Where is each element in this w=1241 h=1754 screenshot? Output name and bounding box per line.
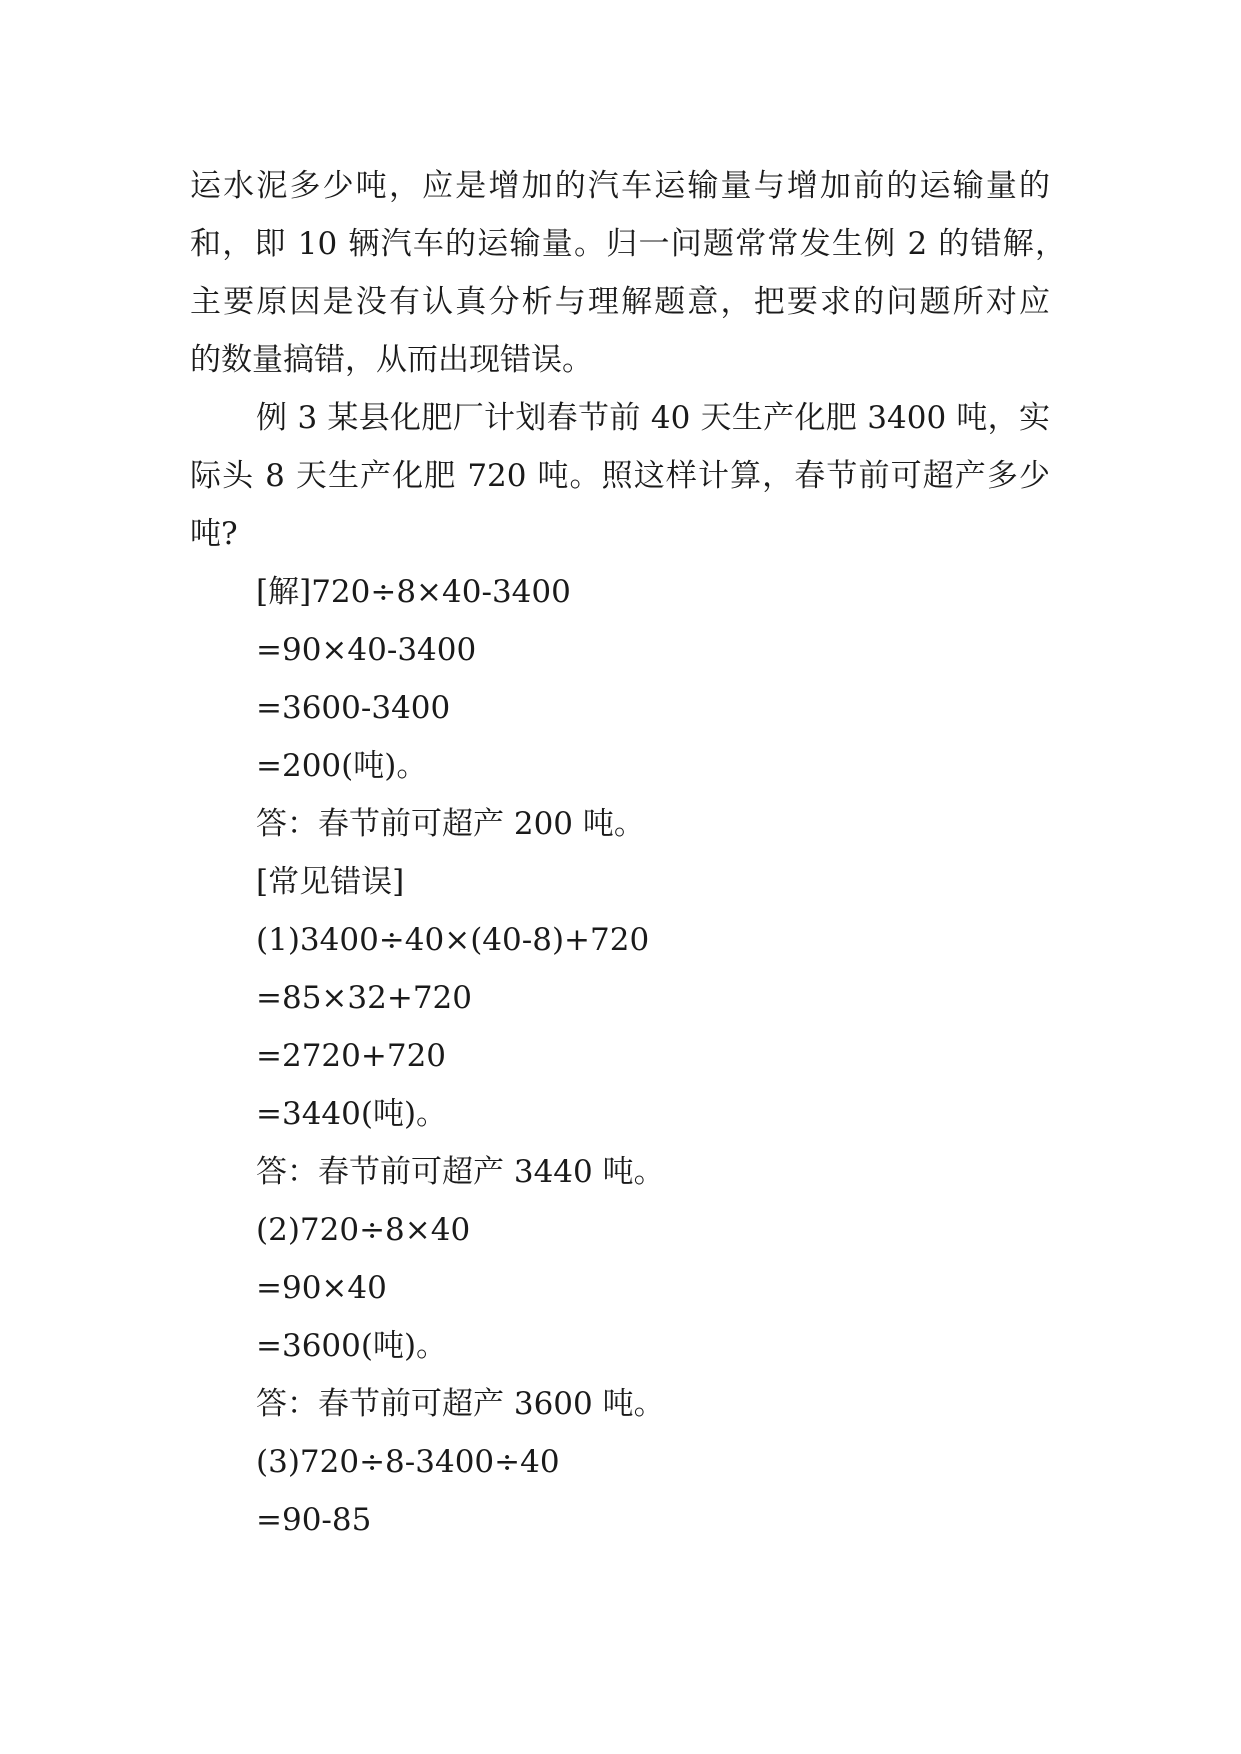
solution-line-2: =90×40-3400 — [256, 632, 477, 668]
error-3-line-2: =90-85 — [256, 1502, 372, 1538]
common-errors-heading: [常见错误] — [256, 864, 405, 900]
example-3-line-2: 际头 8 天生产化肥 720 吨。照这样计算，春节前可超产多少 — [190, 458, 1050, 494]
error-3-line-1: (3)720÷8-3400÷40 — [256, 1444, 560, 1480]
solution-line-3: =3600-3400 — [256, 690, 451, 726]
error-2-line-1: (2)720÷8×40 — [256, 1212, 471, 1248]
error-1-line-4: =3440(吨)。 — [256, 1096, 448, 1132]
error-2-line-3: =3600(吨)。 — [256, 1328, 448, 1364]
paragraph-line-4: 的数量搞错，从而出现错误。 — [190, 342, 593, 378]
paragraph-line-1: 运水泥多少吨，应是增加的汽车运输量与增加前的运输量的 — [190, 168, 1050, 204]
example-3-line-1: 例 3 某县化肥厂计划春节前 40 天生产化肥 3400 吨，实 — [256, 400, 1050, 436]
example-3-line-3: 吨? — [190, 516, 238, 552]
solution-answer: 答：春节前可超产 200 吨。 — [256, 806, 645, 842]
paragraph-line-3: 主要原因是没有认真分析与理解题意，把要求的问题所对应 — [190, 284, 1050, 320]
paragraph-line-2: 和，即 10 辆汽车的运输量。归一问题常常发生例 2 的错解， — [190, 226, 1066, 262]
solution-line-4: =200(吨)。 — [256, 748, 428, 784]
error-1-line-3: =2720+720 — [256, 1038, 447, 1074]
solution-line-1: [解]720÷8×40-3400 — [256, 574, 571, 610]
error-1-answer: 答：春节前可超产 3440 吨。 — [256, 1154, 665, 1190]
error-1-line-2: =85×32+720 — [256, 980, 472, 1016]
error-2-line-2: =90×40 — [256, 1270, 387, 1306]
error-2-answer: 答：春节前可超产 3600 吨。 — [256, 1386, 665, 1422]
error-1-line-1: (1)3400÷40×(40-8)+720 — [256, 922, 650, 958]
